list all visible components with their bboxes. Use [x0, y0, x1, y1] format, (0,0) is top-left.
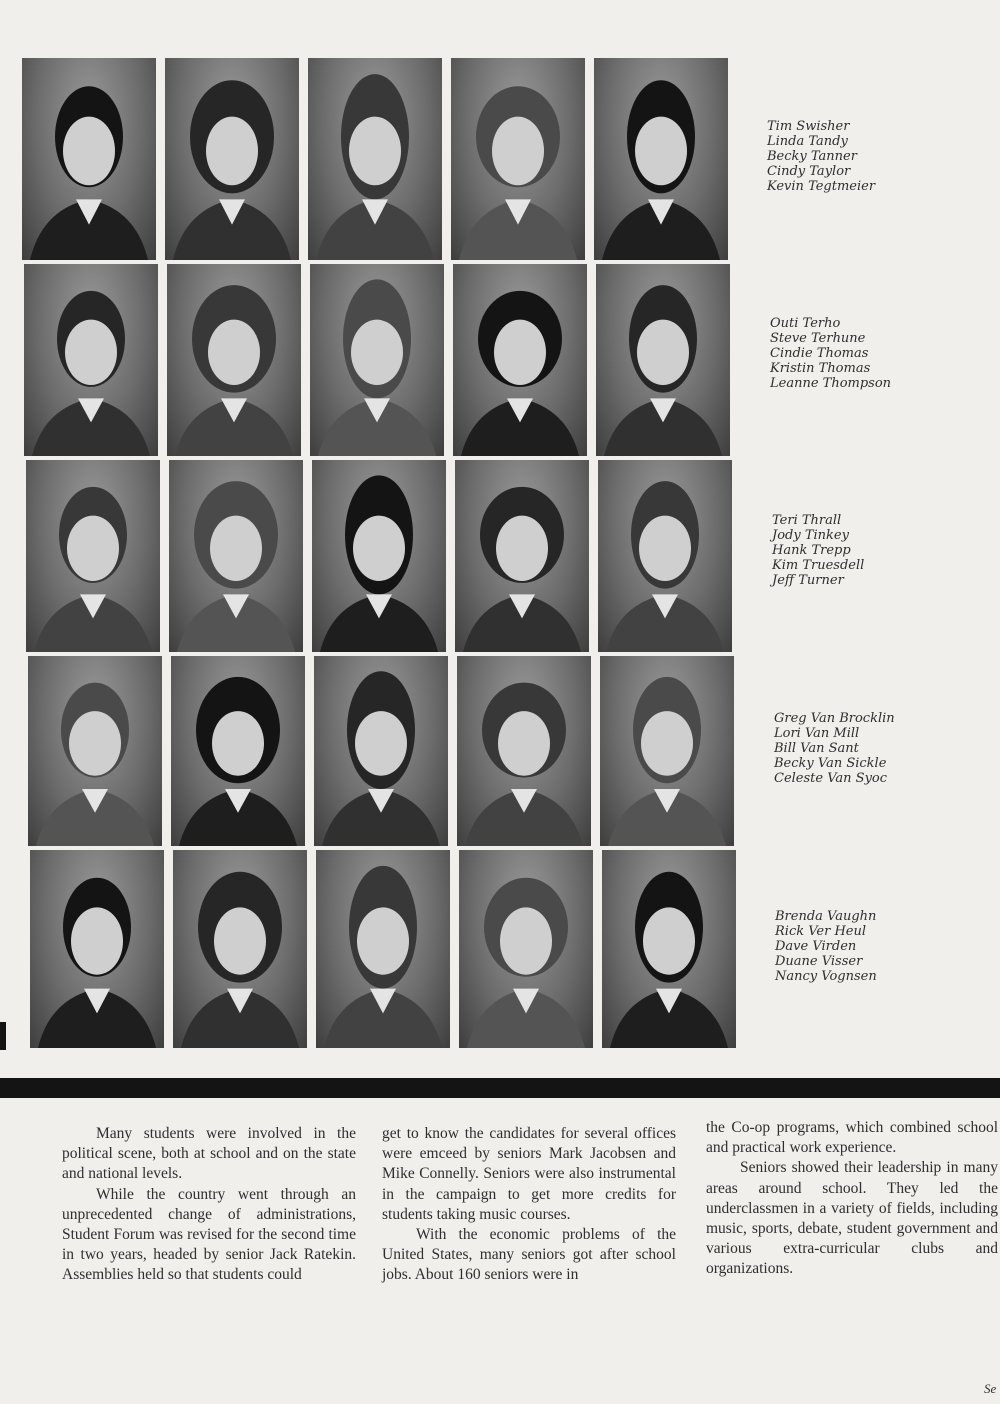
- portrait-photo: [594, 58, 728, 260]
- portrait-photo: [312, 460, 446, 652]
- portrait-photo: [22, 58, 156, 260]
- section-divider-bar: [0, 1078, 1000, 1098]
- portrait-photo: [26, 460, 160, 652]
- portrait-photo: [455, 460, 589, 652]
- student-name: Jeff Turner: [772, 573, 844, 588]
- portrait-photo: [169, 460, 303, 652]
- portrait-photo: [171, 656, 305, 846]
- article-paragraph: With the economic problems of the United States, many seniors got after school jobs. About 160 seniors were in: [382, 1226, 676, 1284]
- student-name: Steve Terhune: [770, 331, 866, 346]
- portrait-photo: [600, 656, 734, 846]
- portrait-name-list: [770, 316, 891, 391]
- student-name: Celeste Van Syoc: [774, 771, 888, 786]
- portrait-photo: [30, 850, 164, 1048]
- article-paragraph: Many students were involved in the political scene, both at school and on the state and national levels.: [62, 1125, 356, 1183]
- portrait-photo: [453, 264, 587, 456]
- portrait-name-list: [772, 513, 864, 588]
- article-paragraph: the Co-op programs, which combined school and practical work experience.: [706, 1119, 998, 1157]
- portrait-photo: [596, 264, 730, 456]
- portrait-photo: [459, 850, 593, 1048]
- page-folio: Se: [984, 1381, 997, 1396]
- portrait-photo: [451, 58, 585, 260]
- portrait-photo: [316, 850, 450, 1048]
- student-name: Kim Truesdell: [772, 558, 865, 573]
- article-paragraph: Seniors showed their leadership in many areas around school. They led the underclassmen in a variety of fields, including music, sports, debate, student government and various extra-curricular clubs and organizations.: [706, 1159, 998, 1278]
- article-column-1: [62, 1124, 356, 1286]
- student-name: Nancy Vognsen: [775, 969, 877, 984]
- student-name: Duane Visser: [775, 954, 863, 969]
- article-column-3: [706, 1118, 998, 1280]
- student-name: Leanne Thompson: [770, 376, 892, 391]
- article-paragraph: get to know the candidates for several offices were emceed by seniors Mark Jacobsen and Mike Connelly. Seniors were also instrumental in the campaign to get more credits for students taking music courses.: [382, 1125, 676, 1223]
- portrait-photo: [457, 656, 591, 846]
- student-name: Becky Van Sickle: [774, 756, 887, 771]
- portrait-photo: [165, 58, 299, 260]
- student-name: Rick Ver Heul: [775, 924, 867, 939]
- left-edge-mark: [0, 1022, 6, 1050]
- article-column-2: [382, 1124, 676, 1286]
- student-name: Cindy Taylor: [767, 164, 851, 179]
- portrait-photo: [167, 264, 301, 456]
- student-name: Hank Trepp: [772, 543, 851, 558]
- student-name: Kristin Thomas: [770, 361, 871, 376]
- portrait-photo: [602, 850, 736, 1048]
- student-name: Cindie Thomas: [770, 346, 869, 361]
- portrait-photo: [598, 460, 732, 652]
- portrait-photo: [173, 850, 307, 1048]
- student-name: Greg Van Brocklin: [774, 711, 895, 726]
- portrait-photo: [310, 264, 444, 456]
- student-name: Teri Thrall: [772, 513, 842, 528]
- portrait-name-list: [767, 119, 875, 194]
- student-name: Lori Van Mill: [774, 726, 860, 741]
- portrait-name-list: [775, 909, 877, 984]
- student-name: Dave Virden: [775, 939, 857, 954]
- student-name: Kevin Tegtmeier: [767, 179, 876, 194]
- portrait-photo: [314, 656, 448, 846]
- student-name: Tim Swisher: [767, 119, 850, 134]
- student-name: Jody Tinkey: [772, 528, 849, 543]
- student-name: Becky Tanner: [767, 149, 857, 164]
- student-name: Linda Tandy: [767, 134, 848, 149]
- portrait-photo: [24, 264, 158, 456]
- portrait-photo: [308, 58, 442, 260]
- student-name: Bill Van Sant: [774, 741, 859, 756]
- student-name: Outi Terho: [770, 316, 841, 331]
- portrait-name-list: [774, 711, 895, 786]
- student-name: Brenda Vaughn: [775, 909, 877, 924]
- article-paragraph: While the country went through an unprecedented change of administrations, Student Forum was revised for the second time in two years, headed by senior Jack Ratekin. Assemblies held so that students could: [62, 1185, 356, 1284]
- portrait-photo: [28, 656, 162, 846]
